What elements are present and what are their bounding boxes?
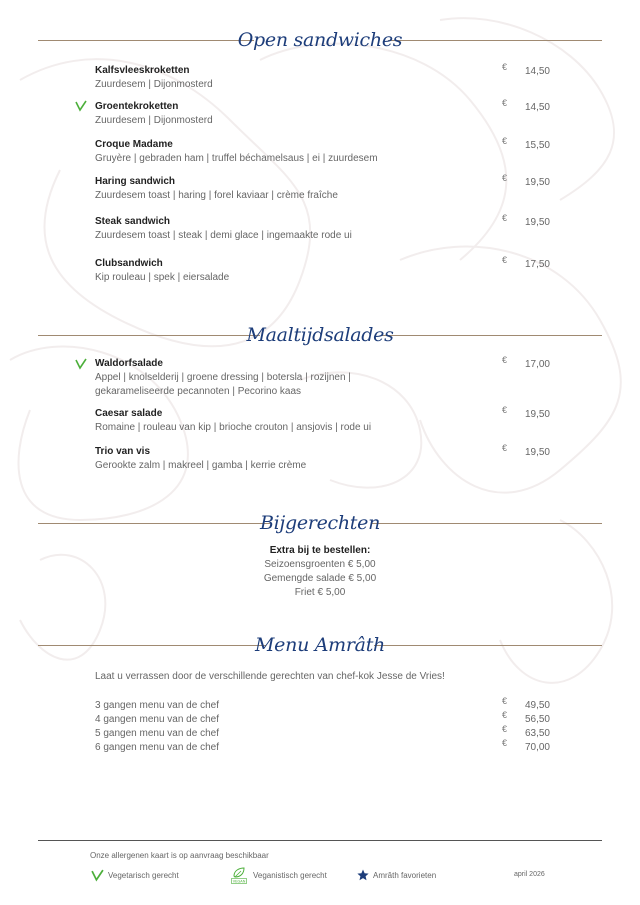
price-amount: 63,50 xyxy=(524,728,550,739)
menu-item xyxy=(95,257,555,285)
price-amount: 14,50 xyxy=(524,66,550,77)
item-name: Haring sandwich xyxy=(95,176,176,187)
item-price xyxy=(502,255,550,272)
item-price xyxy=(502,696,550,713)
currency-symbol: € xyxy=(502,738,508,748)
section-title: Bijgerechten xyxy=(259,512,381,534)
currency-symbol: € xyxy=(502,213,508,223)
item-price xyxy=(502,710,550,727)
item-price xyxy=(502,173,550,190)
allergen-note: Onze allergenen kaart is op aanvraag beschikbaar xyxy=(90,851,269,860)
currency-symbol: € xyxy=(502,724,508,734)
section-title: Menu Amrâth xyxy=(255,634,385,656)
menu-course-name: 6 gangen menu van de chef xyxy=(95,742,219,753)
price-amount: 15,50 xyxy=(524,140,550,151)
price-amount: 19,50 xyxy=(524,447,550,458)
price-amount: 17,00 xyxy=(524,359,550,370)
side-dish-line: Friet € 5,00 xyxy=(294,587,346,598)
menu-item xyxy=(95,138,555,166)
section-header-menu-amrath xyxy=(38,630,602,660)
vegan-badge-text: VEGAN xyxy=(232,879,246,884)
legend-vegetarian-label: Vegetarisch gerecht xyxy=(108,871,179,880)
price-amount: 17,50 xyxy=(524,259,550,270)
menu-date: april 2026 xyxy=(514,871,545,878)
section-header-maaltijdsalades xyxy=(38,320,602,350)
item-description: Appel | knolselderij | groene dressing | botersla | rozijnen | xyxy=(95,372,351,383)
item-name: Trio van vis xyxy=(95,446,151,457)
price-amount: 70,00 xyxy=(524,742,550,753)
item-name: Steak sandwich xyxy=(95,216,171,227)
item-price xyxy=(502,355,550,372)
section-title: Maaltijdsalades xyxy=(246,324,394,346)
item-price xyxy=(502,405,550,422)
menu-intro-text: Laat u verrassen door de verschillende gerechten van chef-kok Jesse de Vries! xyxy=(95,671,445,682)
item-description: Zuurdesem | Dijonmosterd xyxy=(95,115,213,126)
menu-item xyxy=(95,445,555,473)
item-description: Zuurdesem toast | haring | forel kaviaar | crème fraîche xyxy=(95,190,338,201)
item-description: Gerookte zalm | makreel | gamba | kerrie crème xyxy=(95,460,307,471)
menu-item xyxy=(95,100,555,128)
item-price xyxy=(502,213,550,230)
menu-course-name: 5 gangen menu van de chef xyxy=(95,728,219,739)
item-name: Croque Madame xyxy=(95,139,173,150)
item-price xyxy=(502,443,550,460)
currency-symbol: € xyxy=(502,173,508,183)
section-header-bijgerechten xyxy=(38,508,602,538)
item-description: Kip rouleau | spek | eiersalade xyxy=(95,272,230,283)
item-name: Kalfsvleeskroketten xyxy=(95,65,190,76)
menu-item xyxy=(95,64,555,92)
item-description: Zuurdesem | Dijonmosterd xyxy=(95,79,213,90)
item-price xyxy=(502,724,550,741)
item-name: Groentekroketten xyxy=(95,101,179,112)
item-price xyxy=(502,62,550,79)
item-price xyxy=(502,738,550,755)
item-description: Zuurdesem toast | steak | demi glace | ingemaakte rode ui xyxy=(95,230,352,241)
menu-course-name: 4 gangen menu van de chef xyxy=(95,714,219,725)
legend-favorite-label: Amrâth favorieten xyxy=(373,871,437,880)
item-name: Caesar salade xyxy=(95,408,163,419)
menu-item xyxy=(95,175,555,203)
item-price xyxy=(502,136,550,153)
price-amount: 19,50 xyxy=(524,409,550,420)
currency-symbol: € xyxy=(502,696,508,706)
item-description: Gruyère | gebraden ham | truffel béchamelsaus | ei | zuurdesem xyxy=(95,153,378,164)
currency-symbol: € xyxy=(502,255,508,265)
vegan-leaf-icon xyxy=(231,866,247,884)
menu-item xyxy=(95,215,555,243)
side-dish-line: Gemengde salade € 5,00 xyxy=(263,573,377,584)
side-dishes-block xyxy=(180,544,460,600)
menu-item xyxy=(95,407,555,435)
section-title: Open sandwiches xyxy=(237,29,403,51)
vegetarian-v-icon xyxy=(91,869,104,882)
vegetarian-v-icon xyxy=(75,100,87,112)
item-name: Clubsandwich xyxy=(95,258,163,269)
item-price xyxy=(502,98,550,115)
item-name: Waldorfsalade xyxy=(95,358,163,369)
side-dishes-heading: Extra bij te bestellen: xyxy=(269,545,371,556)
side-dish-line: Seizoensgroenten € 5,00 xyxy=(264,559,376,570)
item-description-continued: gekarameliseerde pecannoten | Pecorino kaas xyxy=(95,386,302,397)
price-amount: 56,50 xyxy=(524,714,550,725)
currency-symbol: € xyxy=(502,98,508,108)
currency-symbol: € xyxy=(502,443,508,453)
item-description: Romaine | rouleau van kip | brioche crouton | ansjovis | rode ui xyxy=(95,422,372,433)
currency-symbol: € xyxy=(502,710,508,720)
price-amount: 49,50 xyxy=(524,700,550,711)
legend-vegan-label: Veganistisch gerecht xyxy=(253,871,327,880)
star-icon xyxy=(357,869,369,881)
price-amount: 19,50 xyxy=(524,177,550,188)
currency-symbol: € xyxy=(502,62,508,72)
menu-course-name: 3 gangen menu van de chef xyxy=(95,700,219,711)
price-amount: 14,50 xyxy=(524,102,550,113)
price-amount: 19,50 xyxy=(524,217,550,228)
currency-symbol: € xyxy=(502,405,508,415)
currency-symbol: € xyxy=(502,136,508,146)
currency-symbol: € xyxy=(502,355,508,365)
vegetarian-v-icon xyxy=(75,358,87,370)
section-header-open-sandwiches xyxy=(38,25,602,55)
menu-item xyxy=(95,357,555,399)
footer-divider xyxy=(38,840,602,841)
